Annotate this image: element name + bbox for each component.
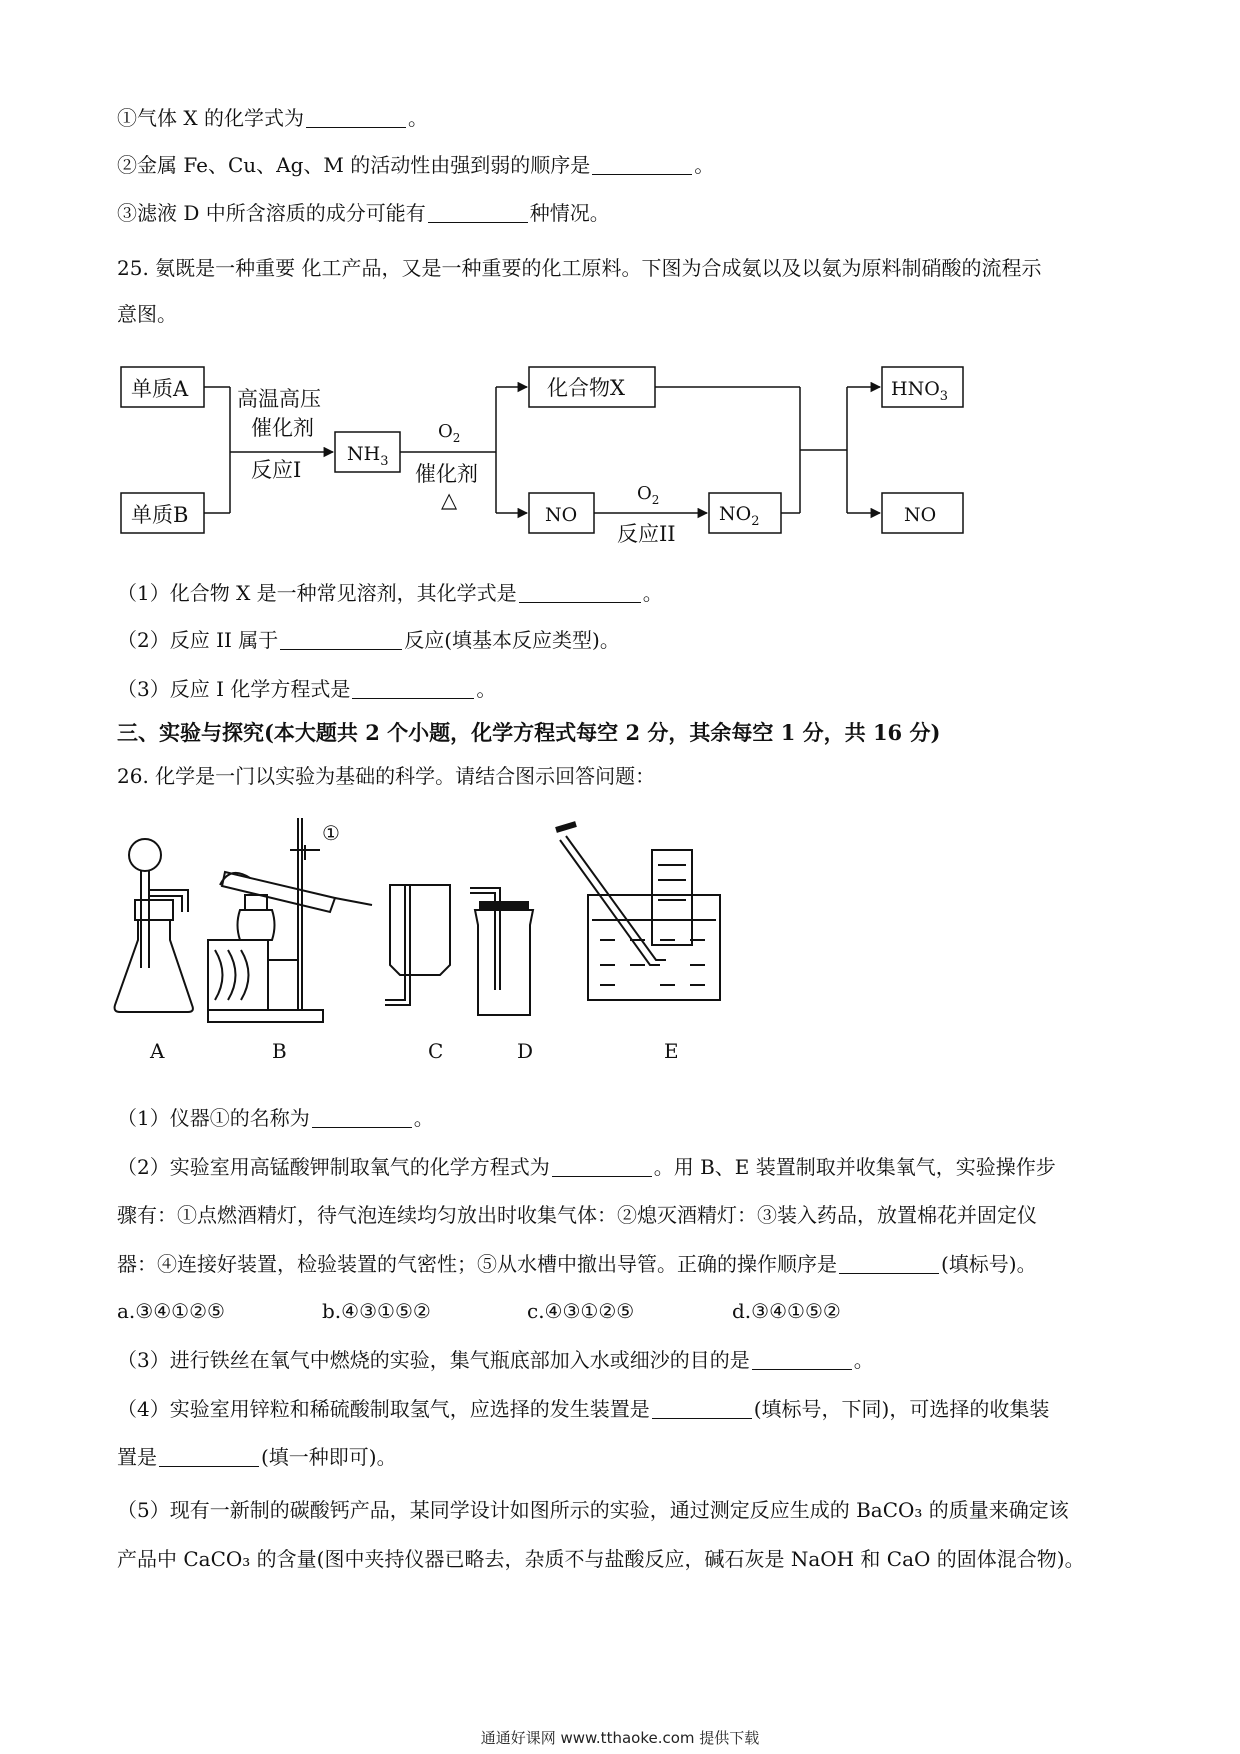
q25-stem-line-2: 意图。: [117, 302, 177, 326]
answer-blank[interactable]: [519, 582, 641, 603]
label-d: D: [517, 1039, 534, 1063]
label-c: C: [428, 1039, 444, 1063]
q26-sub-2-cont: 。用 B、E 装置制取并收集氧气，实验操作步: [653, 1155, 1056, 1179]
q26-sub-4-cont: (填标号，下同)，可选择的收集装: [753, 1397, 1050, 1421]
lab-apparatus-figure: [0, 800, 1240, 1090]
q26-sub-4-text: （4）实验室用锌粒和稀硫酸制取氢气，应选择的发生装置是: [117, 1397, 650, 1421]
q24-item-2-end: 。: [694, 153, 715, 177]
q26-sub-3-end: 。: [853, 1348, 874, 1372]
label-compound-x: 化合物X: [547, 376, 625, 400]
answer-blank[interactable]: [159, 1446, 259, 1467]
q26-sub-2-line-1: [117, 1153, 1056, 1181]
q26-sub-5-line-2: 产品中 CaCO₃ 的含量(图中夹持仪器已略去，杂质不与盐酸反应，碱石灰是 NaOH 和 CaO 的固体混合物)。: [117, 1547, 1085, 1571]
footer: 通通好课网 www.tthaoke.com 提供下载: [480, 1729, 760, 1747]
answer-blank[interactable]: [752, 1349, 852, 1370]
q24-item-2-text: ②金属 Fe、Cu、Ag、M 的活动性由强到弱的顺序是: [117, 153, 591, 177]
label-heat: △: [441, 488, 458, 512]
answer-blank[interactable]: [352, 678, 474, 699]
q25-sub-3: [117, 675, 496, 703]
q24-item-3-text: ③滤液 D 中所含溶质的成分可能有: [117, 201, 426, 225]
answer-blank[interactable]: [652, 1398, 752, 1419]
apparatus-e: [556, 824, 720, 1000]
answer-blank[interactable]: [312, 1107, 412, 1128]
ammonia-flow-diagram: [0, 0, 1240, 560]
q24-item-3-end: 种情况。: [529, 201, 610, 225]
label-condition-1a: 高温高压: [237, 387, 321, 411]
q25-sub-3-text: （3）反应 I 化学方程式是: [117, 677, 351, 701]
q26-sub-1-end: 。: [413, 1106, 434, 1130]
option-d[interactable]: d.③④①⑤②: [732, 1299, 841, 1323]
q24-item-1-text: ①气体 X 的化学式为: [117, 106, 304, 130]
q26-sub-2-line-3-text: 器：④连接好装置，检验装置的气密性；⑤从水槽中撤出导管。正确的操作顺序是: [117, 1252, 837, 1276]
section-3-heading: 三、实验与探究(本大题共 2 个小题，化学方程式每空 2 分，其余每空 1 分，共 16 分): [117, 720, 941, 745]
apparatus-b: [208, 818, 372, 1022]
q26-stem: 26. 化学是一门以实验为基础的科学。请结合图示回答问题：: [117, 764, 656, 788]
q26-sub-5-line-1: （5）现有一新制的碳酸钙产品，某同学设计如图所示的实验，通过测定反应生成的 BaCO₃ 的质量来确定该: [117, 1498, 1069, 1522]
q26-sub-2-line-3: [117, 1250, 1037, 1278]
label-e: E: [664, 1039, 679, 1063]
label-no-out: NO: [904, 504, 937, 526]
label-hno3: $HNO_3$: [891, 378, 949, 404]
label-reaction-1: 反应I: [251, 458, 302, 482]
answer-blank[interactable]: [839, 1253, 939, 1274]
label-nh3: $NH_3$: [347, 443, 389, 469]
label-reaction-2: 反应II: [617, 522, 676, 546]
label-catalyst: 催化剂: [415, 462, 478, 486]
q25-sub-1-end: 。: [642, 581, 663, 605]
q26-sub-4-line-2: [117, 1443, 397, 1471]
option-b[interactable]: b.④③①⑤②: [322, 1299, 431, 1323]
label-a: A: [150, 1039, 165, 1063]
q25-stem-line-1: 25. 氨既是一种重要 化工产品，又是一种重要的化工原料。下图为合成氨以及以氨为原料制硝酸的流程示: [117, 256, 1042, 280]
label-no: NO: [545, 504, 578, 526]
q26-sub-1: [117, 1104, 434, 1132]
option-a[interactable]: a.③④①②⑤: [117, 1299, 225, 1323]
label-o2-b: $O_2$: [637, 483, 660, 507]
option-c[interactable]: c.④③①②⑤: [527, 1299, 635, 1323]
q25-sub-2-end: 反应(填基本反应类型)。: [404, 628, 620, 652]
q26-sub-4-line-2-text: 置是: [117, 1445, 157, 1469]
q24-item-1-end: 。: [407, 106, 428, 130]
q26-sub-1-text: （1）仪器①的名称为: [117, 1106, 310, 1130]
label-no2: $NO_2$: [719, 503, 760, 529]
q26-sub-4-line-1: [117, 1395, 1049, 1423]
apparatus-a: [115, 839, 193, 1012]
q26-sub-4-line-2-end: (填一种即可)。: [261, 1445, 397, 1469]
q26-options: [117, 1297, 841, 1325]
q25-sub-1: [117, 579, 663, 607]
q26-sub-3: [117, 1346, 874, 1374]
apparatus-d: [470, 888, 533, 1015]
q26-sub-2-line-2: 骤有：①点燃酒精灯，待气泡连续均匀放出时收集气体：②熄灭酒精灯：③装入药品，放置棉花并固定仪: [117, 1203, 1037, 1227]
label-element-b: 单质B: [131, 503, 189, 527]
q26-sub-2-line-3-end: (填标号)。: [941, 1252, 1037, 1276]
label-b: B: [272, 1039, 287, 1063]
answer-blank[interactable]: [280, 629, 402, 650]
q25-sub-1-text: （1）化合物 X 是一种常见溶剂，其化学式是: [117, 581, 517, 605]
apparatus-c: [385, 885, 450, 1005]
q25-sub-2: [117, 626, 620, 654]
label-condition-1b: 催化剂: [251, 416, 314, 440]
q26-sub-2-text: （2）实验室用高锰酸钾制取氧气的化学方程式为: [117, 1155, 550, 1179]
q25-sub-2-text: （2）反应 II 属于: [117, 628, 279, 652]
q25-sub-3-end: 。: [476, 677, 497, 701]
marker-1: ①: [322, 821, 340, 845]
q26-sub-3-text: （3）进行铁丝在氧气中燃烧的实验，集气瓶底部加入水或细沙的目的是: [117, 1348, 750, 1372]
answer-blank[interactable]: [552, 1156, 652, 1177]
label-o2: $O_2$: [438, 421, 461, 445]
label-element-a: 单质A: [131, 377, 189, 401]
